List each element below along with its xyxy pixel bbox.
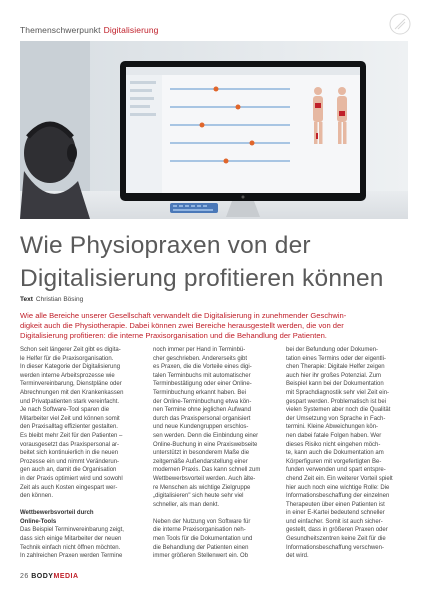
subheading: Online-Tools xyxy=(20,518,57,525)
body-text-line: Es bleibt mehr Zeit für den Patienten – xyxy=(20,432,123,439)
body-text-line: termini. Kleine Abweichungen kön- xyxy=(286,424,379,431)
title-line-2: Digitalisierung profitieren können xyxy=(20,265,384,292)
body-text-line: vielen Systemen aber noch die Qualität xyxy=(286,407,391,414)
body-text-line: chen Therapie: Digitale Helfer zeigen xyxy=(286,364,385,371)
body-text-line: Terminvereinbarung, Dienstpläne oder xyxy=(20,381,122,388)
body-text-line: auch hier ihr großes Potenzial. Zum xyxy=(286,372,382,379)
brand-name-part1: BODY xyxy=(31,573,54,580)
body-text-line: chend Zeit ein. Ein weiterer Vorteil spielt xyxy=(286,475,393,482)
body-text-line: Je nach Software-Tool sparen die xyxy=(20,407,110,414)
body-text-line: Prozesse ein und nimmt Veränderun- xyxy=(20,458,120,465)
body-text-line: hier auch noch eine wichtige Rolle: Die xyxy=(286,484,390,491)
body-text-line: le Helfer für die Praxisorganisation. xyxy=(20,355,114,362)
body-text-line: in der Praxis optimiert wird und sowohl xyxy=(20,475,123,482)
body-text-line: zeitgemäße Außendarstellung einer xyxy=(153,458,248,465)
body-text-line: In dieser Kategorie der Digitalisierung xyxy=(20,364,121,371)
body-text-line: es Praxen, die die Vorteile eines digi- xyxy=(153,364,252,371)
corner-decoration-icon xyxy=(389,13,411,35)
body-text-line: Mitarbeiter viel Zeit und können somit xyxy=(20,415,120,422)
body-text-line: re Menschen als wichtige Zielgruppe xyxy=(153,484,251,491)
body-text-line: Abrechnungen mit den Krankenkassen xyxy=(20,389,124,396)
body-text-line: den können. xyxy=(20,493,54,500)
monitor-illustration xyxy=(20,41,408,219)
body-text-line: beitet sich kontinuierlich in die neuen xyxy=(20,450,119,457)
body-text-line: Wettbewerbsvorteil werden. Auch älte- xyxy=(153,475,256,482)
body-text-line: der Umsetzung von Sprache in Fach- xyxy=(286,415,386,422)
subheading: Wettbewerbsvorteil durch xyxy=(20,510,94,517)
body-text-line: noch immer per Hand in Terminbü- xyxy=(153,347,246,353)
body-text-line: Schon seit längerer Zeit gibt es digita- xyxy=(20,347,121,353)
body-text-line: bei der Befundung oder Dokumen- xyxy=(286,347,379,353)
body-text-line: Neben der Nutzung von Software für xyxy=(153,518,251,525)
body-text-line: talen Terminbuchs mit automatischer xyxy=(153,372,251,379)
body-text-line: den Praxisalltag effizienter gestalten. xyxy=(20,424,118,431)
body-text-line: die Behandlung der Patienten einen xyxy=(153,544,249,551)
body-column-2 xyxy=(153,346,271,561)
author-name: Christian Bösing xyxy=(35,296,84,303)
body-column-3 xyxy=(286,346,404,561)
body-text-line: nen dabei fatale Folgen haben. Wer xyxy=(286,432,382,439)
body-text-line: Online-Buchung in eine Praxiswebseite xyxy=(153,441,258,448)
body-text-line: tation eines Termins oder der eigentli- xyxy=(286,355,386,362)
body-text-line: in einer E-Kartei bedeutend schneller xyxy=(286,510,385,517)
body-text-line: In zahlreichen Praxen werden Termine xyxy=(20,553,123,560)
body-text-line: funden verwenden und spart entspre- xyxy=(286,467,386,474)
body-text-line: det wird. xyxy=(286,553,309,560)
body-text-line: die interne Praxisorganisation neh- xyxy=(153,527,246,534)
lead-line: Wie alle Bereiche unserer Gesellschaft verwandelt die Digitalisierung in zunehmender Geschwin- xyxy=(20,311,347,320)
body-text-line: nen Termine ohne jeglichen Aufwand xyxy=(153,407,251,414)
body-text-line: und neue Kundengruppen erschlos- xyxy=(153,424,249,431)
author-credit xyxy=(20,296,83,303)
body-text-line: gestellt, dass in größeren Praxen oder xyxy=(286,527,388,534)
body-text-line: men Tools für die Dokumentation und xyxy=(153,536,253,543)
body-text-line: der Online-Terminbuchung etwa kön- xyxy=(153,398,252,405)
article-title xyxy=(20,229,410,295)
lead-line: digkeit auch die Physiotherapie. Dabei können zwei Bereiche herausgestellt werden, die von der xyxy=(20,321,344,331)
body-text-line: werden interne Arbeitsprozesse wie xyxy=(20,372,115,379)
brand-name-part2: MEDIA xyxy=(53,573,79,580)
body-text-line: „digitalisieren" sich heute sehr viel xyxy=(153,493,244,500)
body-column-1 xyxy=(20,346,138,561)
body-text-line: mit Sprachdiagnostik sehr viel Zeit ein- xyxy=(286,389,390,396)
page-number: 26 xyxy=(20,573,29,580)
lead-paragraph xyxy=(20,311,412,342)
body-text-line: Technik einfach nicht öffnen möchten. xyxy=(20,544,121,551)
body-text-line: Terminbuchung erkannt haben. Bei xyxy=(153,389,247,396)
page-footer xyxy=(20,573,79,580)
section-header xyxy=(20,25,159,35)
body-text-line: dass sich einige Mitarbeiter der neuen xyxy=(20,536,122,543)
body-text-line: cher geschrieben. Andererseits gibt xyxy=(153,355,248,362)
body-text-line: Beispiel kann bei der Dokumentation xyxy=(286,381,384,388)
section-topic: Digitalisierung xyxy=(103,25,159,35)
body-text-line: durch das Praxispersonal organisiert xyxy=(153,415,251,422)
body-text-line: modernen Praxis. Das kann schnell zum xyxy=(153,467,261,474)
title-line-1: Wie Physiopraxen von der xyxy=(20,232,311,259)
author-label: Text xyxy=(20,296,33,303)
body-text-line: dieses Risiko nicht eingehen möch- xyxy=(286,441,381,448)
paragraph-gap xyxy=(20,501,138,510)
body-text-line: Zeit als auch Kosten eingespart wer- xyxy=(20,484,118,491)
body-text-line: und einfacher. Somit ist auch sicher- xyxy=(286,518,383,525)
body-text-line: sen werden. Denn die Einbindung einer xyxy=(153,432,259,439)
lead-line: Digitalisierung profitieren: die interne Praxisorganisation und die Behandlung der Patienten. xyxy=(20,331,327,341)
body-text-line: Terminbestätigung oder einer Online- xyxy=(153,381,252,388)
body-text-line: Therapeuten über einen Patienten ist xyxy=(286,501,385,508)
body-text-line: immer größeren Stellenwert ein. Ob xyxy=(153,553,249,560)
body-text-line: Informationsbeschaffung verschwen- xyxy=(286,544,384,551)
body-text-line: unterstützt in besonderem Maße die xyxy=(153,450,250,457)
body-text-line: te, kann auch die Dokumentation am xyxy=(286,450,384,457)
paragraph-gap xyxy=(153,509,271,518)
body-text-line: Gesundheitszentren keine Zeit für die xyxy=(286,536,386,543)
article-photo xyxy=(20,41,408,219)
body-text-line: vorausgesetzt das Praxispersonal ar- xyxy=(20,441,120,448)
body-text-line: Informationsbeschaffung der einzelnen xyxy=(286,493,390,500)
body-text-line: gen auch an, damit die Organisation xyxy=(20,467,117,474)
section-label: Themenschwerpunkt xyxy=(20,25,101,35)
body-text-line: gespart werden. Problematisch ist bei xyxy=(286,398,387,405)
body-text-line: Körperfiguren mit vorgefertigten Be- xyxy=(286,458,382,465)
body-text-line: schneller, als man denkt. xyxy=(153,501,220,508)
body-text-line: und Privatpatienten stark vereinfacht. xyxy=(20,398,120,405)
body-text-line: Das Beispiel Terminvereinbarung zeigt, xyxy=(20,527,124,534)
